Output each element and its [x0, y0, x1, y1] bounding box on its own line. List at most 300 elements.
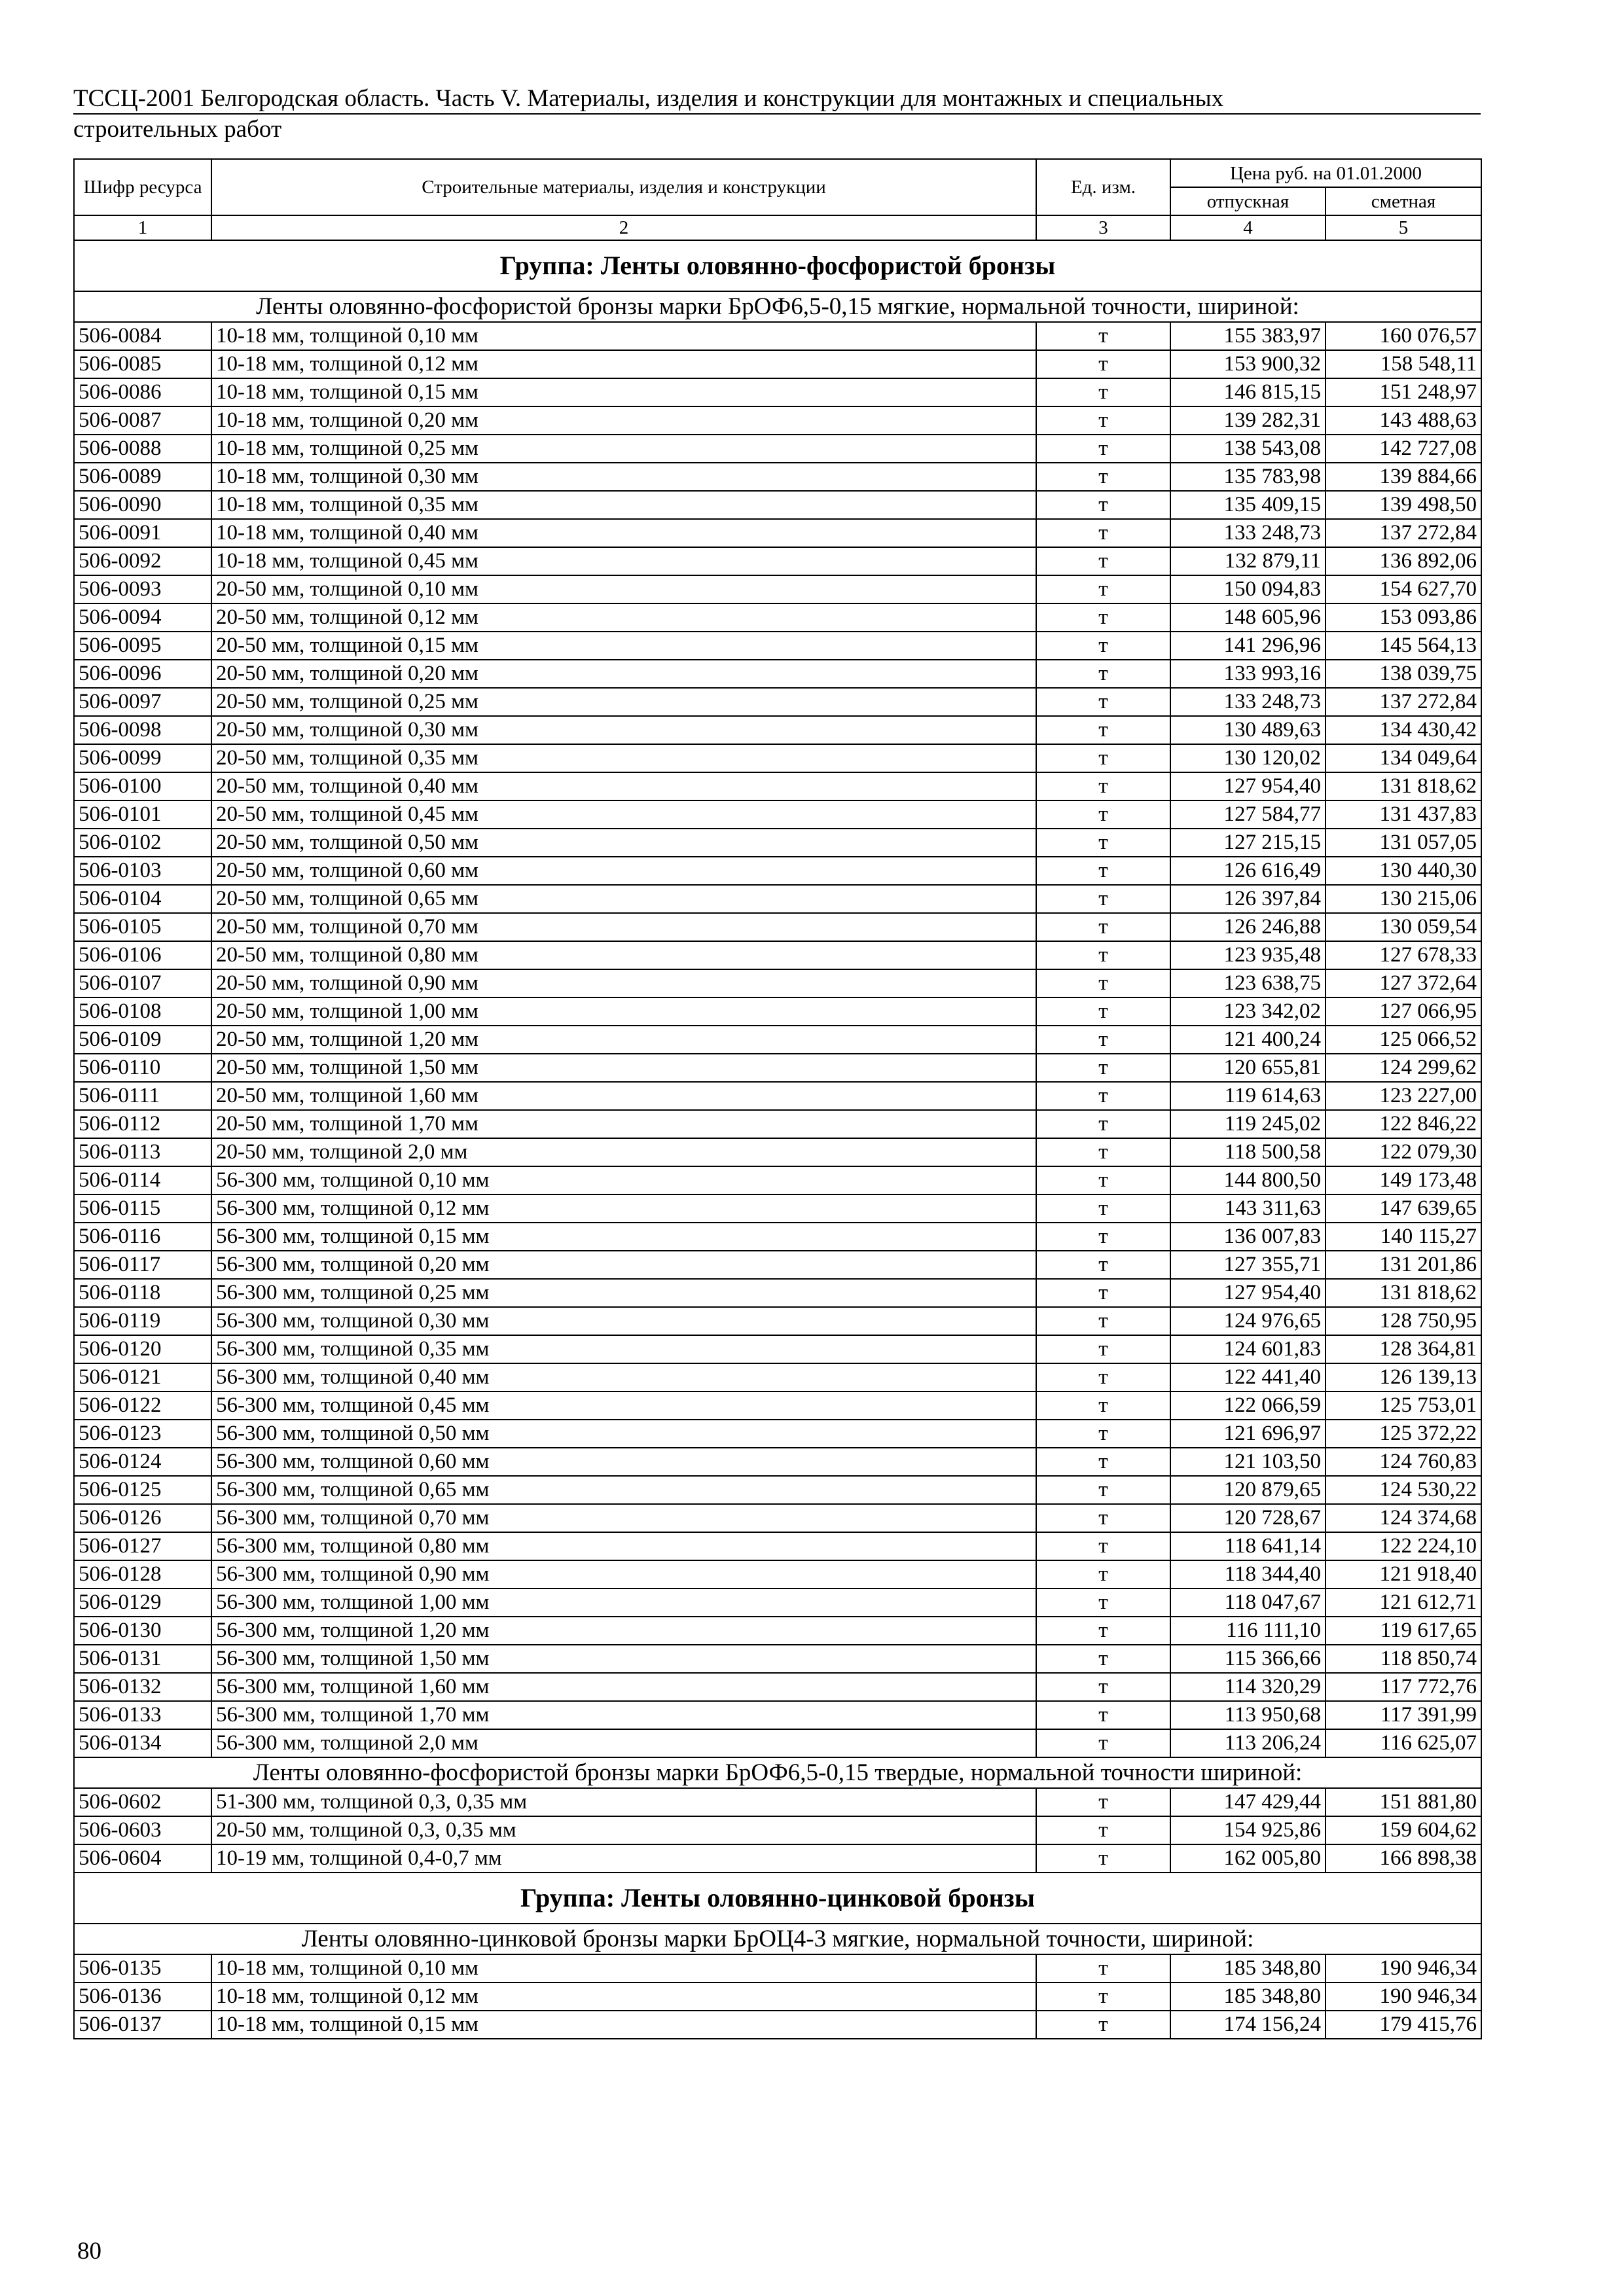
resource-code: 506-0086 [74, 378, 211, 406]
release-price: 118 047,67 [1170, 1588, 1326, 1617]
subgroup-heading-row [74, 1757, 1481, 1788]
unit: т [1036, 1194, 1170, 1223]
release-price: 135 783,98 [1170, 463, 1326, 491]
estimate-price: 130 059,54 [1326, 913, 1481, 941]
table-row [74, 744, 1481, 772]
resource-code: 506-0092 [74, 547, 211, 575]
unit: т [1036, 660, 1170, 688]
unit: т [1036, 1335, 1170, 1363]
table-row [74, 322, 1481, 350]
header-line-2: строительных работ [73, 116, 282, 143]
estimate-price: 134 430,42 [1326, 716, 1481, 744]
unit: т [1036, 1673, 1170, 1701]
resource-code: 506-0116 [74, 1223, 211, 1251]
group-heading: Группа: Ленты оловянно-цинковой бронзы [74, 1873, 1481, 1924]
header-line-1: ТССЦ-2001 Белгородская область. Часть V. Материалы, изделия и конструкции для монтажных и специальных [73, 84, 1481, 115]
document-header [73, 84, 1481, 144]
unit: т [1036, 1363, 1170, 1391]
release-price: 133 248,73 [1170, 688, 1326, 716]
release-price: 147 429,44 [1170, 1788, 1326, 1816]
material-name: 10-18 мм, толщиной 0,12 мм [211, 350, 1036, 378]
table-row [74, 1166, 1481, 1194]
table-row [74, 2011, 1481, 2039]
table-row [74, 435, 1481, 463]
estimate-price: 131 818,62 [1326, 1279, 1481, 1307]
material-name: 20-50 мм, толщиной 0,70 мм [211, 913, 1036, 941]
resource-code: 506-0124 [74, 1448, 211, 1476]
unit: т [1036, 1504, 1170, 1532]
estimate-price: 145 564,13 [1326, 632, 1481, 660]
table-body [74, 240, 1481, 2039]
resource-code: 506-0133 [74, 1701, 211, 1729]
release-price: 127 954,40 [1170, 1279, 1326, 1307]
release-price: 113 206,24 [1170, 1729, 1326, 1757]
subgroup-heading-row [74, 291, 1481, 322]
unit: т [1036, 350, 1170, 378]
material-name: 20-50 мм, толщиной 1,60 мм [211, 1082, 1036, 1110]
material-name: 10-18 мм, толщиной 0,12 мм [211, 1982, 1036, 2011]
resource-code: 506-0091 [74, 519, 211, 547]
estimate-price: 124 299,62 [1326, 1054, 1481, 1082]
material-name: 10-18 мм, толщиной 0,30 мм [211, 463, 1036, 491]
release-price: 162 005,80 [1170, 1844, 1326, 1873]
release-price: 141 296,96 [1170, 632, 1326, 660]
resource-code: 506-0125 [74, 1476, 211, 1504]
resource-code: 506-0129 [74, 1588, 211, 1617]
material-name: 10-18 мм, толщиной 0,40 мм [211, 519, 1036, 547]
column-header-release: отпускная [1170, 187, 1326, 215]
release-price: 115 366,66 [1170, 1645, 1326, 1673]
unit: т [1036, 463, 1170, 491]
material-name: 10-18 мм, толщиной 0,15 мм [211, 2011, 1036, 2039]
material-name: 56-300 мм, толщиной 1,00 мм [211, 1588, 1036, 1617]
material-name: 51-300 мм, толщиной 0,3, 0,35 мм [211, 1788, 1036, 1816]
resource-code: 506-0603 [74, 1816, 211, 1844]
estimate-price: 118 850,74 [1326, 1645, 1481, 1673]
resource-code: 506-0102 [74, 829, 211, 857]
resource-code: 506-0093 [74, 575, 211, 603]
unit: т [1036, 1816, 1170, 1844]
material-name: 56-300 мм, толщиной 1,70 мм [211, 1701, 1036, 1729]
estimate-price: 121 918,40 [1326, 1560, 1481, 1588]
release-price: 120 655,81 [1170, 1054, 1326, 1082]
column-header-unit: Ед. изм. [1036, 159, 1170, 215]
subgroup-heading: Ленты оловянно-фосфористой бронзы марки БрОФ6,5-0,15 мягкие, нормальной точности, шириной: [74, 291, 1481, 322]
estimate-price: 122 079,30 [1326, 1138, 1481, 1166]
material-name: 56-300 мм, толщиной 0,90 мм [211, 1560, 1036, 1588]
column-number: 5 [1326, 215, 1481, 240]
resource-code: 506-0107 [74, 969, 211, 997]
estimate-price: 127 066,95 [1326, 997, 1481, 1026]
estimate-price: 147 639,65 [1326, 1194, 1481, 1223]
resource-code: 506-0103 [74, 857, 211, 885]
resource-code: 506-0119 [74, 1307, 211, 1335]
unit: т [1036, 1560, 1170, 1588]
estimate-price: 131 057,05 [1326, 829, 1481, 857]
table-row [74, 1532, 1481, 1560]
unit: т [1036, 1729, 1170, 1757]
table-row [74, 603, 1481, 632]
table-row [74, 716, 1481, 744]
release-price: 139 282,31 [1170, 406, 1326, 435]
estimate-price: 159 604,62 [1326, 1816, 1481, 1844]
release-price: 185 348,80 [1170, 1954, 1326, 1982]
material-name: 20-50 мм, толщиной 0,60 мм [211, 857, 1036, 885]
material-name: 20-50 мм, толщиной 1,00 мм [211, 997, 1036, 1026]
estimate-price: 139 498,50 [1326, 491, 1481, 519]
column-number: 3 [1036, 215, 1170, 240]
estimate-price: 138 039,75 [1326, 660, 1481, 688]
price-table [73, 158, 1482, 2039]
table-row [74, 1617, 1481, 1645]
release-price: 126 616,49 [1170, 857, 1326, 885]
table-row [74, 632, 1481, 660]
table-row [74, 378, 1481, 406]
material-name: 56-300 мм, толщиной 0,50 мм [211, 1420, 1036, 1448]
group-heading-row [74, 1873, 1481, 1924]
unit: т [1036, 378, 1170, 406]
unit: т [1036, 603, 1170, 632]
material-name: 20-50 мм, толщиной 0,45 мм [211, 800, 1036, 829]
material-name: 56-300 мм, толщиной 0,65 мм [211, 1476, 1036, 1504]
material-name: 20-50 мм, толщиной 0,25 мм [211, 688, 1036, 716]
material-name: 10-18 мм, толщиной 0,35 мм [211, 491, 1036, 519]
resource-code: 506-0130 [74, 1617, 211, 1645]
resource-code: 506-0114 [74, 1166, 211, 1194]
table-row [74, 1223, 1481, 1251]
release-price: 127 355,71 [1170, 1251, 1326, 1279]
release-price: 150 094,83 [1170, 575, 1326, 603]
release-price: 121 696,97 [1170, 1420, 1326, 1448]
resource-code: 506-0113 [74, 1138, 211, 1166]
estimate-price: 122 224,10 [1326, 1532, 1481, 1560]
release-price: 127 954,40 [1170, 772, 1326, 800]
table-row [74, 1560, 1481, 1588]
material-name: 56-300 мм, толщиной 0,25 мм [211, 1279, 1036, 1307]
resource-code: 506-0105 [74, 913, 211, 941]
table-row [74, 1504, 1481, 1532]
release-price: 130 489,63 [1170, 716, 1326, 744]
unit: т [1036, 1532, 1170, 1560]
release-price: 119 614,63 [1170, 1082, 1326, 1110]
resource-code: 506-0136 [74, 1982, 211, 2011]
table-row [74, 575, 1481, 603]
resource-code: 506-0123 [74, 1420, 211, 1448]
estimate-price: 139 884,66 [1326, 463, 1481, 491]
table-row [74, 857, 1481, 885]
release-price: 122 441,40 [1170, 1363, 1326, 1391]
resource-code: 506-0097 [74, 688, 211, 716]
subgroup-heading: Ленты оловянно-цинковой бронзы марки БрОЦ4-3 мягкие, нормальной точности, шириной: [74, 1924, 1481, 1954]
unit: т [1036, 1054, 1170, 1082]
resource-code: 506-0106 [74, 941, 211, 969]
resource-code: 506-0095 [74, 632, 211, 660]
unit: т [1036, 547, 1170, 575]
estimate-price: 160 076,57 [1326, 322, 1481, 350]
material-name: 20-50 мм, толщиной 0,35 мм [211, 744, 1036, 772]
unit: т [1036, 800, 1170, 829]
table-row [74, 1701, 1481, 1729]
column-header-price: Цена руб. на 01.01.2000 [1170, 159, 1481, 187]
column-number: 4 [1170, 215, 1326, 240]
release-price: 153 900,32 [1170, 350, 1326, 378]
release-price: 185 348,80 [1170, 1982, 1326, 2011]
unit: т [1036, 857, 1170, 885]
release-price: 155 383,97 [1170, 322, 1326, 350]
table-row [74, 969, 1481, 997]
release-price: 114 320,29 [1170, 1673, 1326, 1701]
release-price: 121 400,24 [1170, 1026, 1326, 1054]
resource-code: 506-0084 [74, 322, 211, 350]
unit: т [1036, 1307, 1170, 1335]
resource-code: 506-0117 [74, 1251, 211, 1279]
estimate-price: 130 215,06 [1326, 885, 1481, 913]
estimate-price: 124 530,22 [1326, 1476, 1481, 1504]
resource-code: 506-0109 [74, 1026, 211, 1054]
material-name: 20-50 мм, толщиной 0,30 мм [211, 716, 1036, 744]
release-price: 118 641,14 [1170, 1532, 1326, 1560]
table-row [74, 406, 1481, 435]
release-price: 119 245,02 [1170, 1110, 1326, 1138]
material-name: 10-18 мм, толщиной 0,10 мм [211, 322, 1036, 350]
release-price: 127 215,15 [1170, 829, 1326, 857]
unit: т [1036, 1279, 1170, 1307]
table-row [74, 463, 1481, 491]
material-name: 10-18 мм, толщиной 0,20 мм [211, 406, 1036, 435]
release-price: 133 248,73 [1170, 519, 1326, 547]
resource-code: 506-0094 [74, 603, 211, 632]
material-name: 20-50 мм, толщиной 1,70 мм [211, 1110, 1036, 1138]
estimate-price: 153 093,86 [1326, 603, 1481, 632]
material-name: 20-50 мм, толщиной 2,0 мм [211, 1138, 1036, 1166]
estimate-price: 136 892,06 [1326, 547, 1481, 575]
estimate-price: 149 173,48 [1326, 1166, 1481, 1194]
table-row [74, 800, 1481, 829]
unit: т [1036, 632, 1170, 660]
material-name: 56-300 мм, толщиной 0,80 мм [211, 1532, 1036, 1560]
material-name: 56-300 мм, толщиной 0,20 мм [211, 1251, 1036, 1279]
unit: т [1036, 406, 1170, 435]
release-price: 116 111,10 [1170, 1617, 1326, 1645]
table-row [74, 1729, 1481, 1757]
unit: т [1036, 1954, 1170, 1982]
table-row [74, 1026, 1481, 1054]
resource-code: 506-0101 [74, 800, 211, 829]
release-price: 124 976,65 [1170, 1307, 1326, 1335]
resource-code: 506-0090 [74, 491, 211, 519]
material-name: 56-300 мм, толщиной 1,50 мм [211, 1645, 1036, 1673]
material-name: 10-18 мм, толщиной 0,15 мм [211, 378, 1036, 406]
resource-code: 506-0111 [74, 1082, 211, 1110]
estimate-price: 126 139,13 [1326, 1363, 1481, 1391]
estimate-price: 158 548,11 [1326, 350, 1481, 378]
material-name: 56-300 мм, толщиной 1,60 мм [211, 1673, 1036, 1701]
estimate-price: 190 946,34 [1326, 1954, 1481, 1982]
material-name: 20-50 мм, толщиной 0,12 мм [211, 603, 1036, 632]
unit: т [1036, 491, 1170, 519]
unit: т [1036, 1844, 1170, 1873]
estimate-price: 137 272,84 [1326, 688, 1481, 716]
resource-code: 506-0089 [74, 463, 211, 491]
estimate-price: 137 272,84 [1326, 519, 1481, 547]
resource-code: 506-0088 [74, 435, 211, 463]
group-heading: Группа: Ленты оловянно-фосфористой бронзы [74, 240, 1481, 291]
estimate-price: 128 364,81 [1326, 1335, 1481, 1363]
material-name: 56-300 мм, толщиной 1,20 мм [211, 1617, 1036, 1645]
unit: т [1036, 688, 1170, 716]
estimate-price: 179 415,76 [1326, 2011, 1481, 2039]
release-price: 123 935,48 [1170, 941, 1326, 969]
table-row [74, 1082, 1481, 1110]
unit: т [1036, 519, 1170, 547]
column-header-name: Строительные материалы, изделия и конструкции [211, 159, 1036, 215]
resource-code: 506-0110 [74, 1054, 211, 1082]
table-row [74, 1673, 1481, 1701]
release-price: 113 950,68 [1170, 1701, 1326, 1729]
material-name: 20-50 мм, толщиной 0,80 мм [211, 941, 1036, 969]
resource-code: 506-0134 [74, 1729, 211, 1757]
estimate-price: 130 440,30 [1326, 857, 1481, 885]
release-price: 136 007,83 [1170, 1223, 1326, 1251]
table-row [74, 1982, 1481, 2011]
unit: т [1036, 1026, 1170, 1054]
resource-code: 506-0121 [74, 1363, 211, 1391]
material-name: 10-18 мм, толщиной 0,45 мм [211, 547, 1036, 575]
unit: т [1036, 1223, 1170, 1251]
unit: т [1036, 1617, 1170, 1645]
resource-code: 506-0131 [74, 1645, 211, 1673]
material-name: 20-50 мм, толщиной 0,10 мм [211, 575, 1036, 603]
resource-code: 506-0112 [74, 1110, 211, 1138]
unit: т [1036, 1448, 1170, 1476]
estimate-price: 125 753,01 [1326, 1391, 1481, 1420]
unit: т [1036, 575, 1170, 603]
release-price: 123 342,02 [1170, 997, 1326, 1026]
material-name: 56-300 мм, толщиной 0,10 мм [211, 1166, 1036, 1194]
material-name: 20-50 мм, толщиной 0,50 мм [211, 829, 1036, 857]
table-row [74, 519, 1481, 547]
release-price: 120 879,65 [1170, 1476, 1326, 1504]
material-name: 10-18 мм, толщиной 0,25 мм [211, 435, 1036, 463]
subgroup-heading: Ленты оловянно-фосфористой бронзы марки БрОФ6,5-0,15 твердые, нормальной точности шириной: [74, 1757, 1481, 1788]
resource-code: 506-0127 [74, 1532, 211, 1560]
unit: т [1036, 1476, 1170, 1504]
resource-code: 506-0122 [74, 1391, 211, 1420]
subgroup-heading-row [74, 1924, 1481, 1954]
table-row [74, 941, 1481, 969]
table-row [74, 1110, 1481, 1138]
unit: т [1036, 772, 1170, 800]
unit: т [1036, 1251, 1170, 1279]
material-name: 20-50 мм, толщиной 0,3, 0,35 мм [211, 1816, 1036, 1844]
table-row [74, 1588, 1481, 1617]
estimate-price: 125 066,52 [1326, 1026, 1481, 1054]
estimate-price: 121 612,71 [1326, 1588, 1481, 1617]
unit: т [1036, 744, 1170, 772]
release-price: 126 246,88 [1170, 913, 1326, 941]
table-row [74, 1363, 1481, 1391]
release-price: 122 066,59 [1170, 1391, 1326, 1420]
table-row [74, 1054, 1481, 1082]
release-price: 120 728,67 [1170, 1504, 1326, 1532]
table-row [74, 547, 1481, 575]
estimate-price: 131 818,62 [1326, 772, 1481, 800]
release-price: 148 605,96 [1170, 603, 1326, 632]
estimate-price: 131 437,83 [1326, 800, 1481, 829]
unit: т [1036, 1982, 1170, 2011]
estimate-price: 125 372,22 [1326, 1420, 1481, 1448]
resource-code: 506-0104 [74, 885, 211, 913]
table-row [74, 688, 1481, 716]
resource-code: 506-0098 [74, 716, 211, 744]
unit: т [1036, 941, 1170, 969]
material-name: 20-50 мм, толщиной 1,50 мм [211, 1054, 1036, 1082]
material-name: 56-300 мм, толщиной 0,60 мм [211, 1448, 1036, 1476]
estimate-price: 127 372,64 [1326, 969, 1481, 997]
release-price: 174 156,24 [1170, 2011, 1326, 2039]
table-row [74, 772, 1481, 800]
material-name: 56-300 мм, толщиной 0,40 мм [211, 1363, 1036, 1391]
table-row [74, 1279, 1481, 1307]
release-price: 130 120,02 [1170, 744, 1326, 772]
release-price: 143 311,63 [1170, 1194, 1326, 1223]
resource-code: 506-0126 [74, 1504, 211, 1532]
unit: т [1036, 1420, 1170, 1448]
material-name: 56-300 мм, толщиной 0,35 мм [211, 1335, 1036, 1363]
resource-code: 506-0096 [74, 660, 211, 688]
table-row [74, 1307, 1481, 1335]
estimate-price: 134 049,64 [1326, 744, 1481, 772]
table-row [74, 1476, 1481, 1504]
unit: т [1036, 322, 1170, 350]
column-number: 1 [74, 215, 211, 240]
page-number: 80 [77, 2238, 101, 2265]
estimate-price: 116 625,07 [1326, 1729, 1481, 1757]
table-row [74, 660, 1481, 688]
material-name: 56-300 мм, толщиной 2,0 мм [211, 1729, 1036, 1757]
table-row [74, 1788, 1481, 1816]
release-price: 121 103,50 [1170, 1448, 1326, 1476]
table-row [74, 1844, 1481, 1873]
estimate-price: 117 391,99 [1326, 1701, 1481, 1729]
estimate-price: 124 760,83 [1326, 1448, 1481, 1476]
estimate-price: 142 727,08 [1326, 435, 1481, 463]
table-row [74, 913, 1481, 941]
resource-code: 506-0087 [74, 406, 211, 435]
release-price: 144 800,50 [1170, 1166, 1326, 1194]
unit: т [1036, 1588, 1170, 1617]
release-price: 118 344,40 [1170, 1560, 1326, 1588]
table-row [74, 1448, 1481, 1476]
resource-code: 506-0118 [74, 1279, 211, 1307]
resource-code: 506-0128 [74, 1560, 211, 1588]
table-row [74, 491, 1481, 519]
release-price: 135 409,15 [1170, 491, 1326, 519]
unit: т [1036, 1166, 1170, 1194]
unit: т [1036, 1082, 1170, 1110]
estimate-price: 143 488,63 [1326, 406, 1481, 435]
estimate-price: 122 846,22 [1326, 1110, 1481, 1138]
material-name: 56-300 мм, толщиной 0,70 мм [211, 1504, 1036, 1532]
unit: т [1036, 1138, 1170, 1166]
table-row [74, 1420, 1481, 1448]
estimate-price: 131 201,86 [1326, 1251, 1481, 1279]
resource-code: 506-0137 [74, 2011, 211, 2039]
unit: т [1036, 1110, 1170, 1138]
table-row [74, 1954, 1481, 1982]
resource-code: 506-0085 [74, 350, 211, 378]
release-price: 126 397,84 [1170, 885, 1326, 913]
